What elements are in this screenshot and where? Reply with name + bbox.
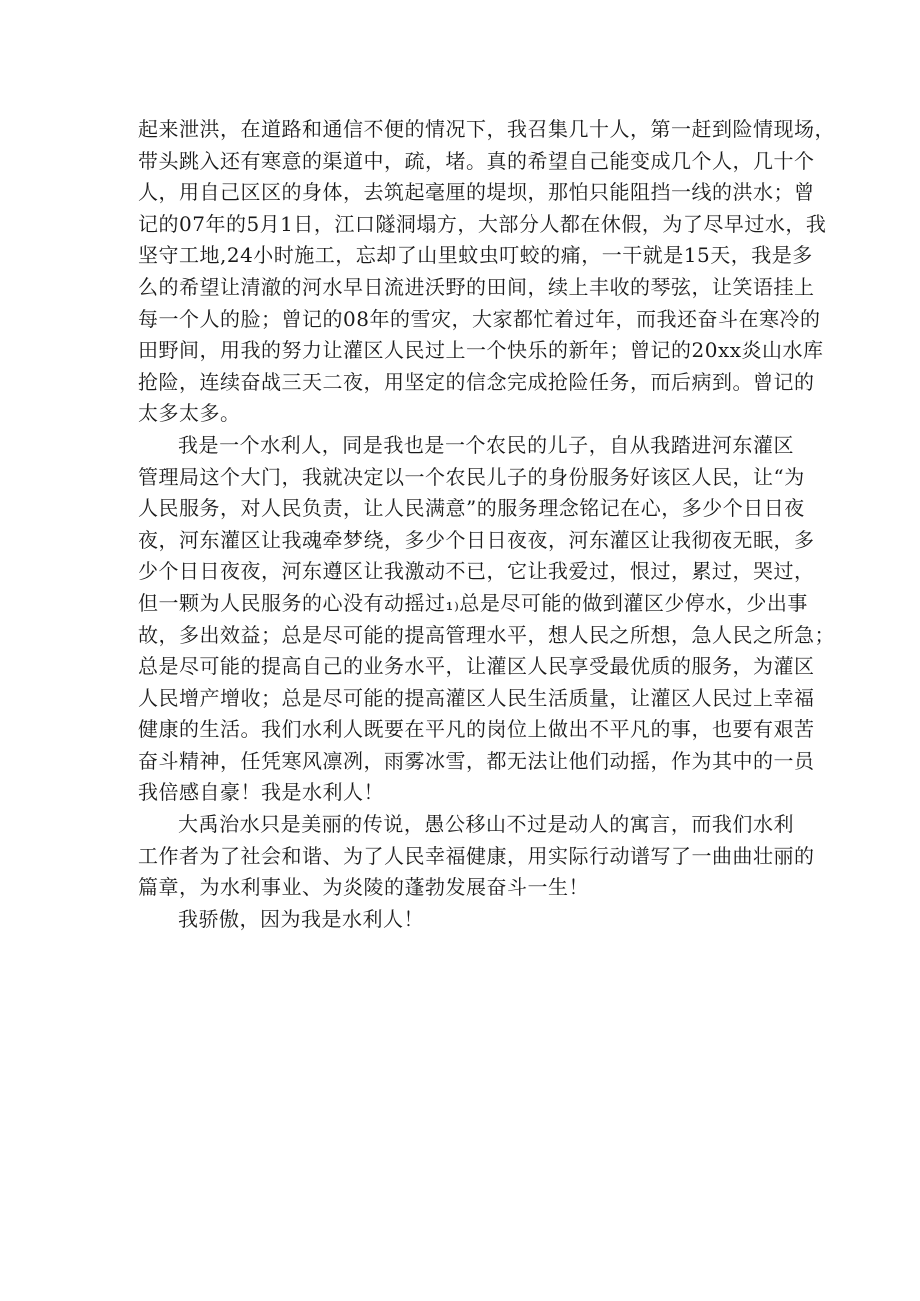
text-line: 大禹治水只是美丽的传说，愚公移山不过是动人的寓言，而我们水利 xyxy=(178,812,794,837)
text-line: 太多太多。 xyxy=(138,401,241,426)
text-line: 我倍感自豪！我是水利人！ xyxy=(138,780,384,805)
text-line: 少个日日夜夜，河东遵区让我激动不已，它让我爱过，恨过，累过，哭过， xyxy=(138,559,815,584)
text-line: 但一颗为人民服务的心没有动摇过₁₎总是尽可能的做到灌区少停水，少出事 xyxy=(138,590,808,615)
text-line: 记的07年的5月1日，江口隧洞塌方，大部分人都在休假，为了尽早过水，我 xyxy=(138,211,827,236)
text-line: 抢险，连续奋战三天二夜，用坚定的信念完成抢险任务，而后病到。曾记的 xyxy=(138,369,815,394)
paragraph-2 xyxy=(138,430,835,809)
text-line: 起来泄洪，在道路和通信不便的情况下，我召集几十人，第一赶到险情现场， xyxy=(138,117,835,141)
paragraph-1 xyxy=(138,114,835,430)
text-line: 我是一个水利人，同是我也是一个农民的儿子，自从我踏进河东灌区 xyxy=(178,432,794,457)
text-line: 坚守工地,24小时施工，忘却了山里蚊虫叮蛟的痛，一干就是15天，我是多 xyxy=(138,243,813,268)
text-line: 奋斗精神，任凭寒风凛冽，雨雾冰雪，都无法让他们动摇，作为其中的一员 xyxy=(138,748,815,773)
document-body xyxy=(138,114,835,935)
text-line: 每一个人的脸；曾记的08年的雪灾，大家都忙着过年，而我还奋斗在寒冷的 xyxy=(138,306,821,331)
text-line: 管理局这个大门，我就决定以一个农民儿子的身份服务好该区人民，让“为 xyxy=(138,464,805,489)
text-line: 健康的生活。我们水利人既要在平凡的岗位上做出不平凡的事，也要有艰苦 xyxy=(138,717,815,742)
text-line: 夜，河东灌区让我魂牵梦绕，多少个日日夜夜，河东灌区让我彻夜无眠，多 xyxy=(138,527,815,552)
paragraph-3 xyxy=(138,809,815,904)
text-line: 人民服务，对人民负责，让人民满意”的服务理念铭记在心，多少个日日夜 xyxy=(138,496,805,521)
text-line: 田野间，用我的努力让灌区人民过上一个快乐的新年；曾记的20xx炎山水库 xyxy=(138,338,824,363)
text-line: 工作者为了社会和谐、为了人民幸福健康，用实际行动谱写了一曲曲壮丽的 xyxy=(138,843,815,868)
text-line: 人民增产增收；总是尽可能的提高灌区人民生活质量，让灌区人民过上幸福 xyxy=(138,685,815,710)
text-line: 带头跳入还有寒意的渠道中，疏，堵。真的希望自己能变成几个人，几十个 xyxy=(138,148,815,173)
text-line: 我骄傲，因为我是水利人！ xyxy=(178,906,424,931)
text-line: 么的希望让清澈的河水早日流进沃野的田间，续上丰收的琴弦，让笑语挂上 xyxy=(138,274,815,299)
text-line: 篇章，为水利事业、为炎陵的蓬勃发展奋斗一生！ xyxy=(138,875,589,900)
text-line: 故，多出效益；总是尽可能的提高管理水平，想人民之所想，急人民之所急； xyxy=(138,622,835,647)
text-line: 人，用自己区区的身体，去筑起毫厘的堤坝，那怕只能阻挡一线的洪水；曾 xyxy=(138,180,815,205)
paragraph-4 xyxy=(138,904,794,936)
text-line: 总是尽可能的提高自己的业务水平，让灌区人民享受最优质的服务，为灌区 xyxy=(138,654,815,679)
